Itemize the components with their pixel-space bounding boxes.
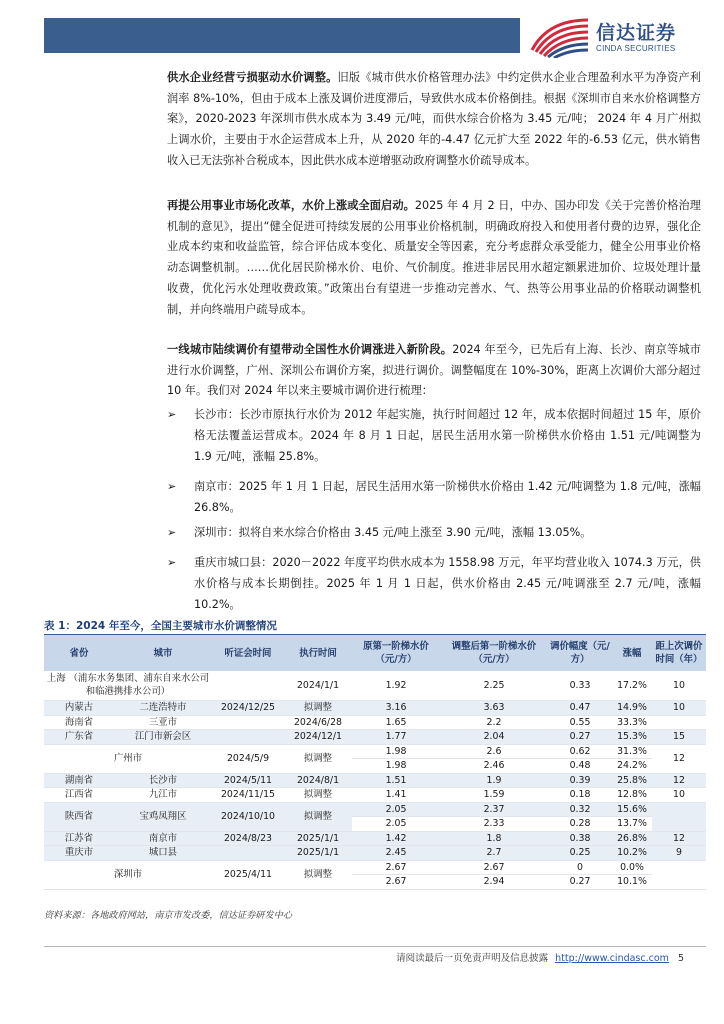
cell-orig: 1.42 (352, 831, 440, 846)
cell-orig: 3.16 (352, 701, 440, 716)
cell-adj: 1.59 (440, 788, 548, 803)
cell-adj: 2.94 (440, 875, 548, 890)
cell-years: 12 (652, 773, 706, 788)
paragraph-lead: 再提公用事业市场化改革，水价上涨或全面启动。 (167, 199, 415, 212)
cell-pct: 14.9% (612, 701, 652, 716)
cell-pct: 10.2% (612, 846, 652, 861)
table-row (44, 831, 706, 846)
cell-orig: 2.67 (352, 860, 440, 875)
cell-province: 海南省 (44, 715, 114, 730)
cell-orig: 1.77 (352, 730, 440, 745)
cell-delta: 0 (548, 860, 612, 875)
cell-orig: 1.51 (352, 773, 440, 788)
cell-years: 10 (652, 788, 706, 803)
cell-hearing: 2024/10/10 (212, 802, 284, 831)
cell-adj: 2.33 (440, 817, 548, 832)
cell-exec: 2024/1/1 (284, 671, 352, 701)
table-row (44, 730, 706, 745)
table-row (44, 802, 706, 817)
cell-years: 10 (652, 701, 706, 716)
cell-pct: 12.8% (612, 788, 652, 803)
paragraph-body: 2025 年 4 月 2 日，中办、国办印发《关于完善价格治理机制的意见》，提出“健全促进可持续发展的公用事业价格机制，明确政府投入和使用者付费的边界，强化企业成本约束和收益监管，综合评估成本变化、质量安全等因素，充分考虑群众承受能力，健全公用事业价格动态调整机制。……优化居民阶梯水价、电价、气价制度。推进非居民用水超定额累进加价、垃圾处理计量收费，优化污水处理收费政策。”政策出台有望进一步推动完善水、气、热等公用事业品的价格联动调整机制，并向终端用户疏导成本。 (167, 199, 701, 316)
cell-adj: 2.67 (440, 860, 548, 875)
cell-years: 15 (652, 730, 706, 745)
cell-city: 长沙市 (114, 773, 212, 788)
cell-city: 三亚市 (114, 715, 212, 730)
header-years: 距上次调价时间（年） (652, 635, 706, 671)
cell-pct: 13.7% (612, 817, 652, 832)
table-title: 表 1：2024 年至今，全国主要城市水价调整情况 (44, 620, 277, 632)
cell-hearing (212, 715, 284, 730)
bullet-text: 南京市：2025 年 1 月 1 日起，居民生活用水第一阶梯供水价格由 1.42 元/吨调整为 1.8 元/吨，涨幅 26.8%。 (194, 480, 701, 514)
cell-exec: 2024/8/1 (284, 773, 352, 788)
table-row (44, 744, 706, 759)
table-row (44, 788, 706, 803)
cell-delta: 0.33 (548, 671, 612, 701)
table-row (44, 701, 706, 716)
header-bar (44, 18, 520, 53)
cell-province: 广东省 (44, 730, 114, 745)
logo-name-en: CINDA SECURITIES (596, 44, 676, 53)
bullet-text: 深圳市：拟将自来水综合价格由 3.45 元/吨上涨至 3.90 元/吨，涨幅 13.05%。 (194, 526, 592, 539)
cell-exec: 拟调整 (284, 802, 352, 831)
cell-pct: 31.3% (612, 744, 652, 759)
cell-delta: 0.48 (548, 759, 612, 774)
cell-city: 上海 （浦东水务集团、浦东自来水公司和临港携排水公司） (44, 671, 212, 701)
cell-exec: 2025/1/1 (284, 846, 352, 861)
cell-pct: 33.3% (612, 715, 652, 730)
table-source: 资料来源：各地政府网站，南京市发改委，信达证券研发中心 (44, 910, 293, 921)
page-number: 5 (677, 953, 684, 964)
table-row (44, 846, 706, 861)
cell-exec: 2024/6/28 (284, 715, 352, 730)
header-exec-date: 执行时间 (284, 635, 352, 671)
cell-delta: 0.18 (548, 788, 612, 803)
cell-adj: 2.6 (440, 744, 548, 759)
cell-pct: 26.8% (612, 831, 652, 846)
cell-delta: 0.25 (548, 846, 612, 861)
cell-province: 内蒙古 (44, 701, 114, 716)
footer-divider (44, 946, 706, 947)
cell-city: 南京市 (114, 831, 212, 846)
cell-adj: 2.25 (440, 671, 548, 701)
cell-city: 城口县 (114, 846, 212, 861)
cell-city: 二连浩特市 (114, 701, 212, 716)
cell-pct: 15.6% (612, 802, 652, 817)
bullet-arrow-icon: ➢ (167, 526, 177, 539)
table-header-row (44, 635, 706, 671)
cell-years: 10 (652, 671, 706, 701)
cell-exec: 拟调整 (284, 701, 352, 716)
bullet-shenzhen (167, 522, 701, 543)
cell-pct: 17.2% (612, 671, 652, 701)
bullet-arrow-icon: ➢ (167, 480, 177, 493)
cinda-logo (528, 14, 708, 62)
cell-adj: 2.46 (440, 759, 548, 774)
cell-province: 江西省 (44, 788, 114, 803)
cell-adj: 2.7 (440, 846, 548, 861)
cell-exec: 拟调整 (284, 788, 352, 803)
footer-website-link[interactable]: http://www.cindasc.com (555, 953, 669, 964)
cell-province: 重庆市 (44, 846, 114, 861)
cell-city: 深圳市 (44, 860, 212, 889)
cell-delta: 0.28 (548, 817, 612, 832)
cinda-logo-icon (528, 14, 592, 58)
cell-exec: 拟调整 (284, 744, 352, 773)
cell-hearing: 2024/12/25 (212, 701, 284, 716)
cell-delta: 0.55 (548, 715, 612, 730)
water-price-table (44, 634, 706, 890)
table-row (44, 715, 706, 730)
cell-years (652, 860, 706, 889)
cell-orig: 1.98 (352, 744, 440, 759)
cell-city: 九江市 (114, 788, 212, 803)
header-adj-price: 调整后第一阶梯水价（元/方） (440, 635, 548, 671)
bullet-text: 重庆市城口县：2020－2022 年度平均供水成本为 1558.98 万元，年平均营业收入 1074.3 万元，供水价格与成本长期倒挂。2025 年 1 月 1 日起，供水价格由 2.45 元/吨调涨至 2.7 元/吨，涨幅 10.2%。 (194, 556, 701, 611)
cell-exec: 2025/1/1 (284, 831, 352, 846)
cell-province: 陕西省 (44, 802, 114, 831)
cell-hearing: 2024/11/15 (212, 788, 284, 803)
cell-hearing: 2024/8/23 (212, 831, 284, 846)
cell-province: 湖南省 (44, 773, 114, 788)
cell-pct: 15.3% (612, 730, 652, 745)
bullet-text: 长沙市：长沙市原执行水价为 2012 年起实施，执行时间超过 12 年，成本依据时间超过 15 年，原价格无法覆盖运营成本。2024 年 8 月 1 日起，居民生活用水第一阶梯供水价格由 1.51 元/吨调整为 1.9 元/吨，涨幅 25.8%。 (194, 408, 701, 463)
footer-disclaimer: 请阅读最后一页免责声明及信息披露 (396, 953, 549, 964)
cell-pct: 24.2% (612, 759, 652, 774)
cell-adj: 2.37 (440, 802, 548, 817)
paragraph-body: 旧版《城市供水价格管理办法》中约定供水企业合理盈利水平为净资产利润率 8%-10%，但由于成本上涨及调价进度滞后，导致供水成本价格倒挂。根据《深圳市自来水价格调整方案》，2020-2023 年深圳市供水成本为 3.49 元/吨，而供水综合价格为 3.45 元/吨； 2024 年 4 月广州拟上调水价，主要由于水企运营成本上升，从 2020 年的-4.47 亿元扩大至 2022 年的-6.53 亿元，供水销售收入已无法弥补合税成本，因此供水成本逆增驱动政府调整水价疏导成本。 (167, 71, 701, 167)
bullet-arrow-icon: ➢ (167, 556, 177, 569)
cell-city: 广州市 (44, 744, 212, 773)
header-city: 城市 (114, 635, 212, 671)
cell-orig: 2.05 (352, 817, 440, 832)
table-row (44, 773, 706, 788)
cell-delta: 0.27 (548, 730, 612, 745)
logo-name-cn: 信达证券 (596, 22, 677, 44)
page-footer (396, 950, 684, 964)
cell-delta: 0.38 (548, 831, 612, 846)
header-province: 省份 (44, 635, 114, 671)
cell-years: 12 (652, 831, 706, 846)
cell-delta: 0.47 (548, 701, 612, 716)
paragraph-lead: 一线城市陆续调价有望带动全国性水价调涨进入新阶段。 (167, 343, 453, 356)
cell-city: 江门市新会区 (114, 730, 212, 745)
header-pct: 涨幅 (612, 635, 652, 671)
cell-orig: 2.05 (352, 802, 440, 817)
cell-orig: 1.98 (352, 759, 440, 774)
cell-years (652, 715, 706, 730)
cell-years: 12 (652, 744, 706, 773)
cell-hearing: 2024/5/9 (212, 744, 284, 773)
bullet-chengkou (167, 552, 701, 615)
bullet-arrow-icon: ➢ (167, 408, 177, 421)
cell-pct: 25.8% (612, 773, 652, 788)
cell-orig: 2.67 (352, 875, 440, 890)
paragraph-first-tier-cities (167, 340, 701, 402)
cell-hearing: 2025/4/11 (212, 860, 284, 889)
cell-delta: 0.62 (548, 744, 612, 759)
cell-delta: 0.32 (548, 802, 612, 817)
paragraph-water-supply-loss (167, 68, 701, 172)
cell-adj: 2.04 (440, 730, 548, 745)
cell-orig: 1.41 (352, 788, 440, 803)
cell-province: 江苏省 (44, 831, 114, 846)
cell-hearing: 2024/5/11 (212, 773, 284, 788)
cell-orig: 1.65 (352, 715, 440, 730)
cell-years: 9 (652, 846, 706, 861)
cell-adj: 1.8 (440, 831, 548, 846)
header-delta: 调价幅度（元/方） (548, 635, 612, 671)
cell-adj: 3.63 (440, 701, 548, 716)
paragraph-lead: 供水企业经营亏损驱动水价调整。 (167, 71, 338, 84)
cell-delta: 0.39 (548, 773, 612, 788)
cell-hearing (212, 846, 284, 861)
table-row (44, 671, 706, 701)
cell-adj: 2.2 (440, 715, 548, 730)
paragraph-body: 2024 年至今，已先后有上海、长沙、南京等城市进行水价调整，广州、深圳公布调价方案，拟进行调价。调整幅度在 10%-30%，距离上次调价大部分超过 10 年。我们对 2024 年以来主要城市调价进行梳理： (167, 343, 701, 398)
cell-years (652, 802, 706, 831)
cell-orig: 1.92 (352, 671, 440, 701)
cell-delta: 0.27 (548, 875, 612, 890)
cell-city: 宝鸡凤翔区 (114, 802, 212, 831)
table-row (44, 860, 706, 875)
cell-hearing (212, 671, 284, 701)
bullet-nanjing (167, 476, 701, 518)
cell-hearing (212, 730, 284, 745)
cell-pct: 0.0% (612, 860, 652, 875)
cell-orig: 2.45 (352, 846, 440, 861)
paragraph-utility-reform (167, 196, 701, 320)
header-orig-price: 原第一阶梯水价（元/方） (352, 635, 440, 671)
cell-exec: 2024/12/1 (284, 730, 352, 745)
header-hearing-date: 听证会时间 (212, 635, 284, 671)
cell-pct: 10.1% (612, 875, 652, 890)
bullet-changsha (167, 404, 701, 467)
cell-adj: 1.9 (440, 773, 548, 788)
cell-exec: 拟调整 (284, 860, 352, 889)
